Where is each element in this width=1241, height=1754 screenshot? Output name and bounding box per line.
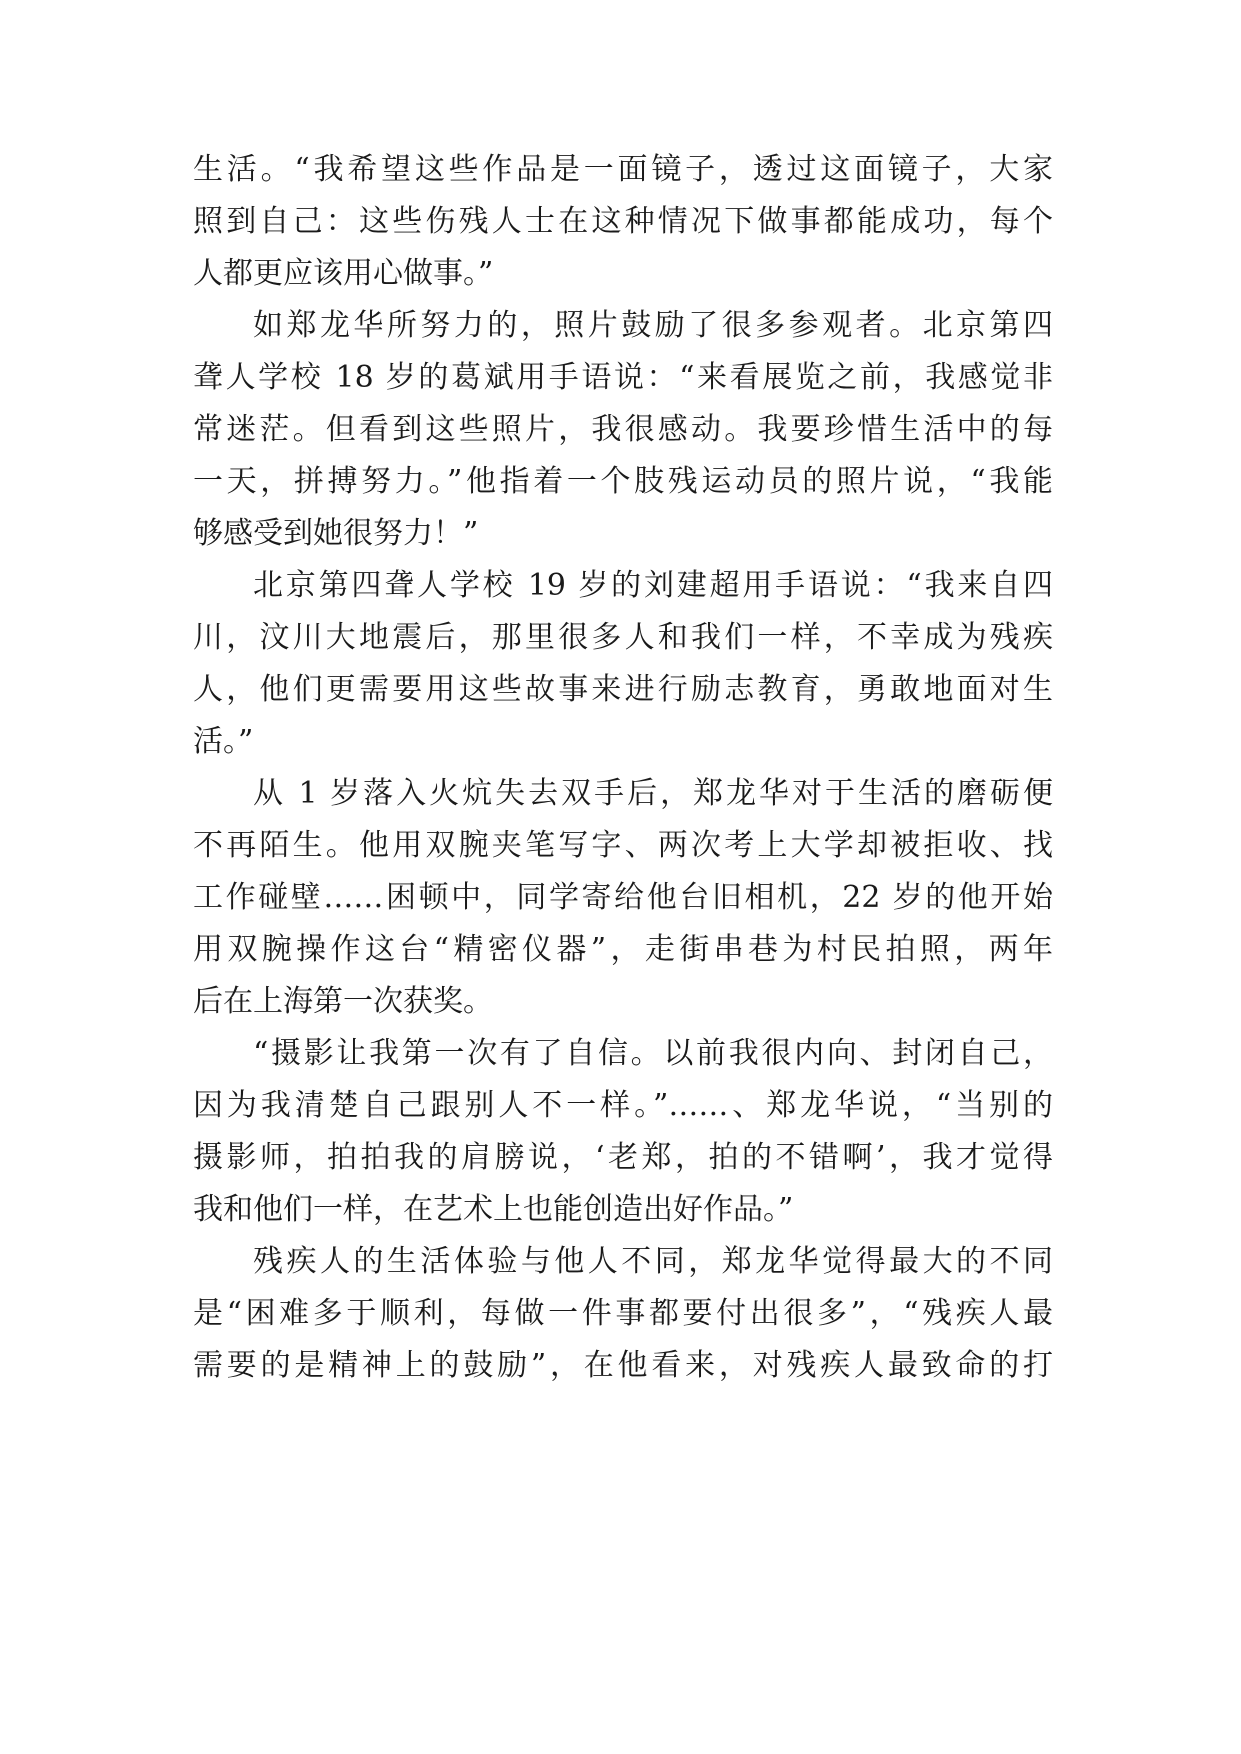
text-line: 需要的是精神上的鼓励”，在他看来，对残疾人最致命的打 xyxy=(193,1348,1053,1383)
text-line: 一天，拼搏努力。”他指着一个肢残运动员的照片说，“我能 xyxy=(193,464,1053,499)
text-line: 川，汶川大地震后，那里很多人和我们一样，不幸成为残疾 xyxy=(193,620,1053,655)
text-line: 够感受到她很努力！” xyxy=(193,516,479,551)
text-line: 我和他们一样，在艺术上也能创造出好作品。” xyxy=(193,1192,794,1227)
text-line: 活。” xyxy=(193,724,254,759)
document-page xyxy=(193,0,1053,1754)
text-line: 常迷茫。但看到这些照片，我很感动。我要珍惜生活中的每 xyxy=(193,412,1053,447)
text-line: 生活。“我希望这些作品是一面镜子，透过这面镜子，大家 xyxy=(193,152,1053,187)
text-line: 如郑龙华所努力的，照片鼓励了很多参观者。北京第四 xyxy=(253,308,1053,343)
text-line: 人都更应该用心做事。” xyxy=(193,256,494,291)
text-line: 因为我清楚自己跟别人不一样。”……、郑龙华说，“当别的 xyxy=(193,1088,1053,1123)
text-line: 工作碰壁……困顿中，同学寄给他台旧相机，22 岁的他开始 xyxy=(193,880,1053,915)
text-line: 北京第四聋人学校 19 岁的刘建超用手语说：“我来自四 xyxy=(253,568,1053,603)
text-line: 残疾人的生活体验与他人不同，郑龙华觉得最大的不同 xyxy=(253,1244,1053,1279)
text-line: 人，他们更需要用这些故事来进行励志教育，勇敢地面对生 xyxy=(193,672,1053,707)
text-line: 照到自己：这些伤残人士在这种情况下做事都能成功，每个 xyxy=(193,204,1053,239)
text-line: 不再陌生。他用双腕夹笔写字、两次考上大学却被拒收、找 xyxy=(193,828,1053,863)
text-line: “摄影让我第一次有了自信。以前我很内向、封闭自己， xyxy=(253,1036,1053,1071)
text-line: 从 1 岁落入火炕失去双手后，郑龙华对于生活的磨砺便 xyxy=(253,776,1053,811)
text-line: 聋人学校 18 岁的葛斌用手语说：“来看展览之前，我感觉非 xyxy=(193,360,1053,395)
text-line: 是“困难多于顺利，每做一件事都要付出很多”，“残疾人最 xyxy=(193,1296,1053,1331)
text-line: 摄影师，拍拍我的肩膀说，‘老郑，拍的不错啊’，我才觉得 xyxy=(193,1140,1053,1175)
text-line: 用双腕操作这台“精密仪器”，走街串巷为村民拍照，两年 xyxy=(193,932,1053,967)
text-line: 后在上海第一次获奖。 xyxy=(193,984,493,1019)
